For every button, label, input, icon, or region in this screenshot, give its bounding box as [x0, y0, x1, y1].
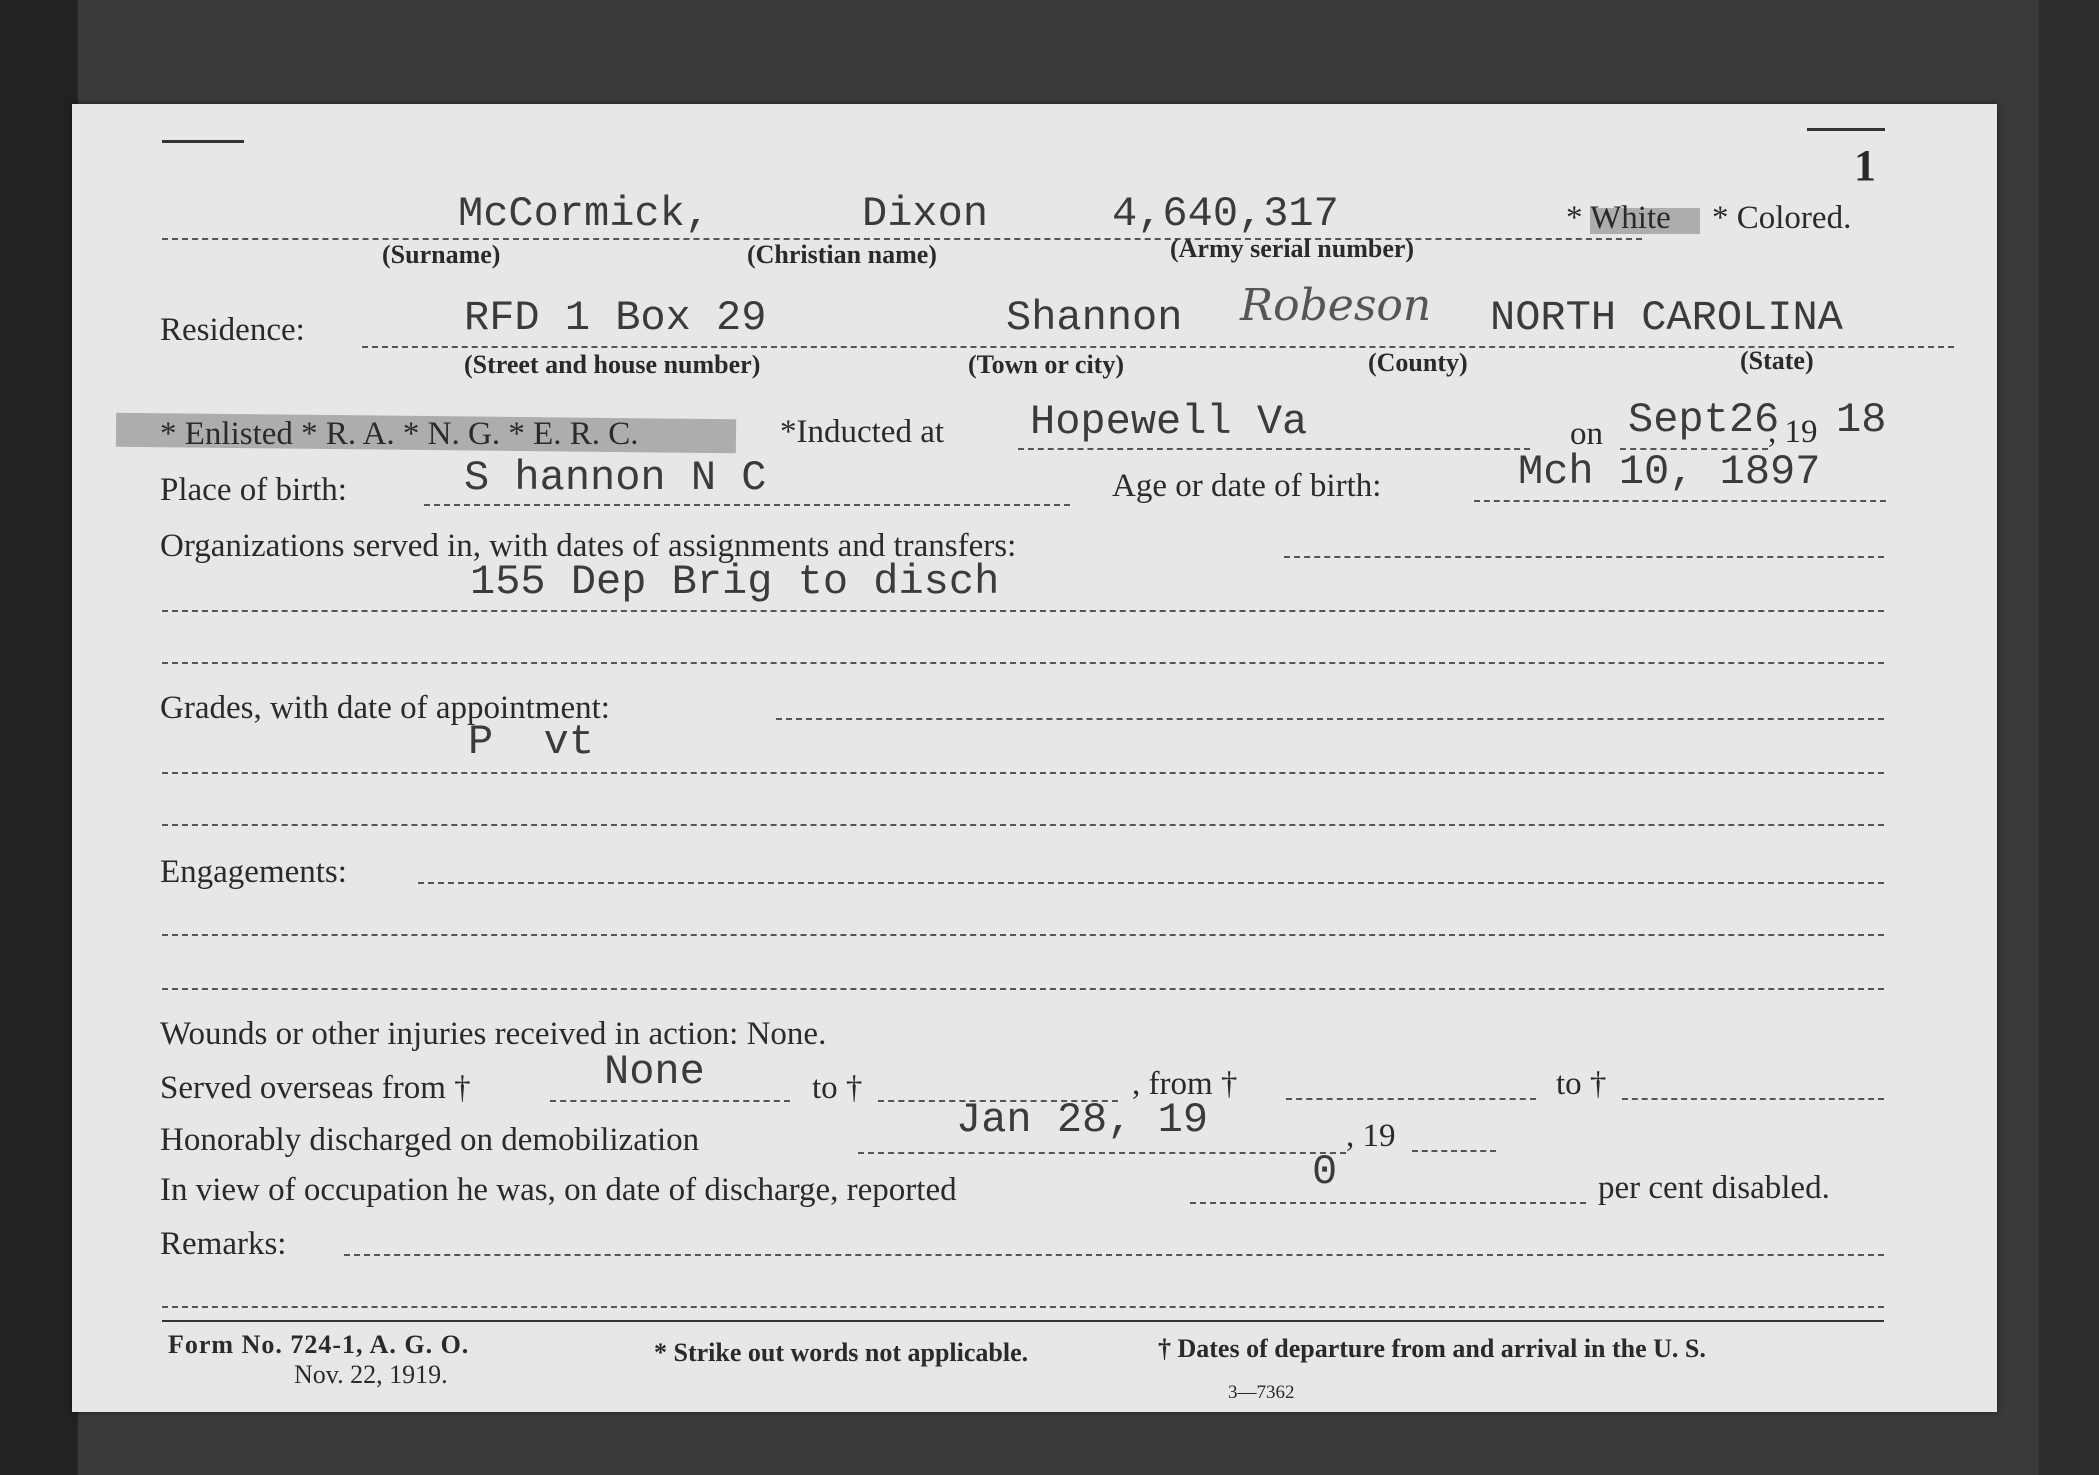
county-caption: (County)	[1368, 348, 1468, 377]
discharge-year-prefix: , 19	[1346, 1118, 1396, 1154]
induction-year-prefix: , 19	[1768, 414, 1818, 450]
form-code: 3—7362	[1228, 1382, 1295, 1403]
enlistment-options: * Enlisted * R. A. * N. G. * E. R. C.	[160, 416, 639, 452]
top-left-rule	[162, 140, 244, 143]
place-of-birth-line	[424, 504, 1070, 506]
residence-street-value: RFD 1 Box 29	[464, 294, 767, 342]
surname-value: McCormick,	[458, 190, 711, 238]
remarks-line-1	[344, 1254, 1884, 1256]
colored-label: * Colored.	[1712, 200, 1852, 236]
remarks-label: Remarks:	[160, 1226, 287, 1262]
disability-label: In view of occupation he was, on date of discharge, reported	[160, 1172, 957, 1208]
discharge-year-line	[1412, 1150, 1496, 1152]
grades-line-3	[162, 824, 1884, 826]
footer-rule	[162, 1320, 1884, 1322]
town-caption: (Town or city)	[968, 350, 1124, 379]
christian-name-value: Dixon	[862, 190, 989, 238]
discharge-label: Honorably discharged on demobilization	[160, 1122, 700, 1158]
inducted-place-value: Hopewell Va	[1030, 398, 1308, 446]
surname-caption: (Surname)	[382, 240, 501, 269]
grades-label: Grades, with date of appointment:	[160, 690, 610, 726]
overseas-to-line-2	[1622, 1098, 1884, 1100]
date-of-birth-line	[1474, 500, 1886, 502]
organizations-value: 155 Dep Brig to disch	[470, 558, 1000, 606]
residence-label: Residence:	[160, 312, 305, 348]
overseas-from-line	[550, 1100, 790, 1102]
place-of-birth-value: S hannon N C	[464, 454, 767, 502]
discharge-date-value: Jan 28, 19	[956, 1096, 1209, 1144]
place-of-birth-label: Place of birth:	[160, 472, 347, 508]
street-caption: (Street and house number)	[464, 350, 761, 379]
top-right-rule	[1807, 128, 1885, 131]
white-label: * White	[1566, 200, 1671, 236]
induction-year-value: 18	[1836, 396, 1887, 444]
serial-number-value: 4,640,317	[1112, 190, 1339, 238]
overseas-from-value: None	[604, 1048, 705, 1096]
inducted-line	[1018, 448, 1530, 450]
christian-name-caption: (Christian name)	[747, 240, 937, 269]
on-label: on	[1570, 416, 1603, 452]
residence-town-value: Shannon	[1006, 294, 1183, 342]
engagements-line-1	[418, 882, 1884, 884]
induction-date-value: Sept26	[1628, 396, 1780, 444]
overseas-from-label-2: , from †	[1132, 1066, 1238, 1102]
organizations-label: Organizations served in, with dates of assignments and transfers:	[160, 528, 1017, 564]
overseas-to-label: to †	[812, 1070, 863, 1106]
disability-line	[1190, 1202, 1586, 1204]
card-number: 1	[1854, 141, 1876, 190]
engagements-line-3	[162, 988, 1884, 990]
wounds-text: Wounds or other injuries received in action: None.	[160, 1016, 827, 1052]
serial-number-caption: (Army serial number)	[1170, 234, 1415, 263]
organizations-line-2	[162, 610, 1884, 612]
organizations-line-3	[162, 662, 1884, 664]
engagements-label: Engagements:	[160, 854, 347, 890]
grades-line-1	[776, 718, 1884, 720]
date-of-birth-label: Age or date of birth:	[1112, 468, 1382, 504]
grades-value: P vt	[468, 718, 595, 766]
dates-note: † Dates of departure from and arrival in the U. S.	[1158, 1334, 1706, 1363]
form-number: Form No. 724-1, A. G. O.	[168, 1330, 470, 1359]
overseas-from-line-2	[1286, 1098, 1536, 1100]
form-date: Nov. 22, 1919.	[294, 1360, 448, 1389]
inducted-label: *Inducted at	[780, 414, 945, 450]
residence-county-value: Robeson	[1240, 280, 1432, 331]
residence-state-value: NORTH CAROLINA	[1490, 294, 1843, 342]
strike-note: * Strike out words not applicable.	[654, 1338, 1029, 1367]
service-record-card	[72, 104, 1997, 1412]
grades-line-2	[162, 772, 1884, 774]
organizations-line-1	[1284, 556, 1884, 558]
scan-background-left	[0, 0, 78, 1475]
overseas-to-label-2: to †	[1556, 1066, 1607, 1102]
date-of-birth-value: Mch 10, 1897	[1518, 448, 1821, 496]
discharge-line	[858, 1152, 1346, 1154]
disability-value: 0	[1312, 1148, 1338, 1196]
state-caption: (State)	[1740, 346, 1814, 375]
disability-suffix: per cent disabled.	[1598, 1170, 1830, 1206]
scan-background-right	[2039, 0, 2099, 1475]
engagements-line-2	[162, 934, 1884, 936]
overseas-from-label: Served overseas from †	[160, 1070, 471, 1106]
remarks-line-2	[162, 1306, 1884, 1308]
residence-line	[362, 346, 1954, 348]
